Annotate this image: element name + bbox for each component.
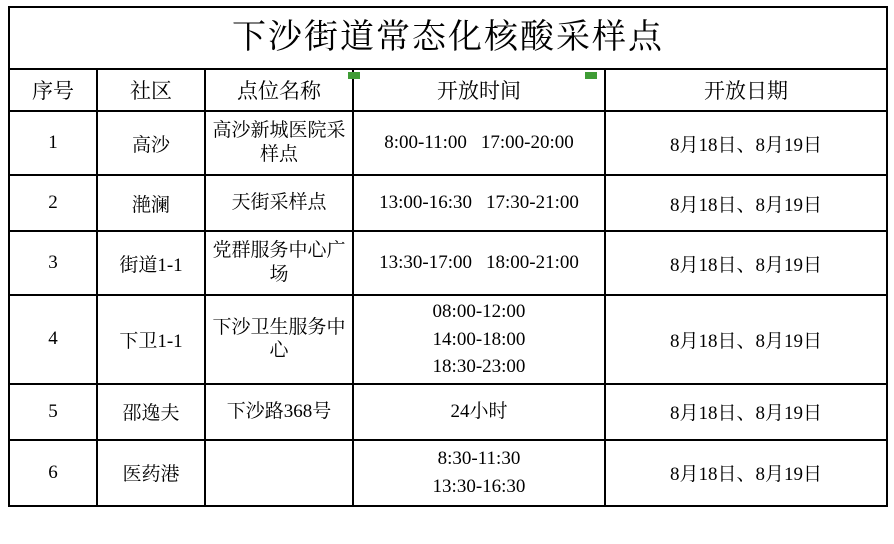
row-site: 下沙卫生服务中心 (205, 295, 353, 384)
table-row (9, 384, 887, 440)
time-slot: 14:00-18:00 (432, 328, 526, 350)
time-slot: 13:30-17:00 (379, 252, 472, 274)
row-community: 下卫1-1 (97, 295, 205, 384)
page-title: 下沙街道常态化核酸采样点 (9, 7, 887, 69)
table-row (9, 231, 887, 295)
column-header-community: 社区 (97, 69, 205, 111)
time-slot: 18:00-21:00 (486, 252, 579, 274)
column-header-open-time: 开放时间 (353, 69, 605, 111)
row-open-time (353, 111, 605, 175)
time-slot: 13:00-16:30 (379, 192, 472, 214)
row-site: 党群服务中心广场 (205, 231, 353, 295)
row-open-time (353, 175, 605, 231)
row-open-date: 8月18日、8月19日 (605, 384, 887, 440)
column-header-site: 点位名称 (205, 69, 353, 111)
row-open-date: 8月18日、8月19日 (605, 440, 887, 506)
row-community: 高沙 (97, 111, 205, 175)
row-community: 邵逸夫 (97, 384, 205, 440)
sampling-sites-table (8, 6, 888, 507)
table-row (9, 111, 887, 175)
row-seq: 4 (9, 295, 97, 384)
time-slot: 18:30-23:00 (432, 356, 526, 378)
time-slot: 13:30-16:30 (432, 475, 526, 497)
time-slot: 17:00-20:00 (480, 132, 574, 154)
row-open-time (353, 384, 605, 440)
table-row (9, 295, 887, 384)
row-seq: 6 (9, 440, 97, 506)
column-header-open-date: 开放日期 (605, 69, 887, 111)
table-row (9, 440, 887, 506)
row-seq: 2 (9, 175, 97, 231)
row-site: 天街采样点 (205, 175, 353, 231)
time-slot: 17:30-21:00 (486, 192, 579, 214)
row-seq: 1 (9, 111, 97, 175)
row-site (205, 440, 353, 506)
row-site: 下沙路368号 (205, 384, 353, 440)
table-header-row (9, 69, 887, 111)
row-seq: 5 (9, 384, 97, 440)
time-slot: 24小时 (450, 400, 508, 422)
row-open-time (353, 440, 605, 506)
row-community: 医药港 (97, 440, 205, 506)
row-seq: 3 (9, 231, 97, 295)
row-open-date: 8月18日、8月19日 (605, 175, 887, 231)
column-header-seq: 序号 (9, 69, 97, 111)
row-open-date: 8月18日、8月19日 (605, 231, 887, 295)
time-slot: 8:30-11:30 (437, 448, 521, 470)
row-open-time (353, 295, 605, 384)
table-row (9, 175, 887, 231)
table-title-row (9, 7, 887, 69)
row-open-time (353, 231, 605, 295)
row-community: 街道1-1 (97, 231, 205, 295)
row-open-date: 8月18日、8月19日 (605, 111, 887, 175)
row-open-date: 8月18日、8月19日 (605, 295, 887, 384)
row-community: 滟澜 (97, 175, 205, 231)
time-slot: 08:00-12:00 (432, 301, 526, 322)
time-slot: 8:00-11:00 (384, 132, 467, 154)
row-site: 高沙新城医院采样点 (205, 111, 353, 175)
green-marker-icon (348, 72, 360, 79)
green-marker-icon (585, 72, 597, 79)
